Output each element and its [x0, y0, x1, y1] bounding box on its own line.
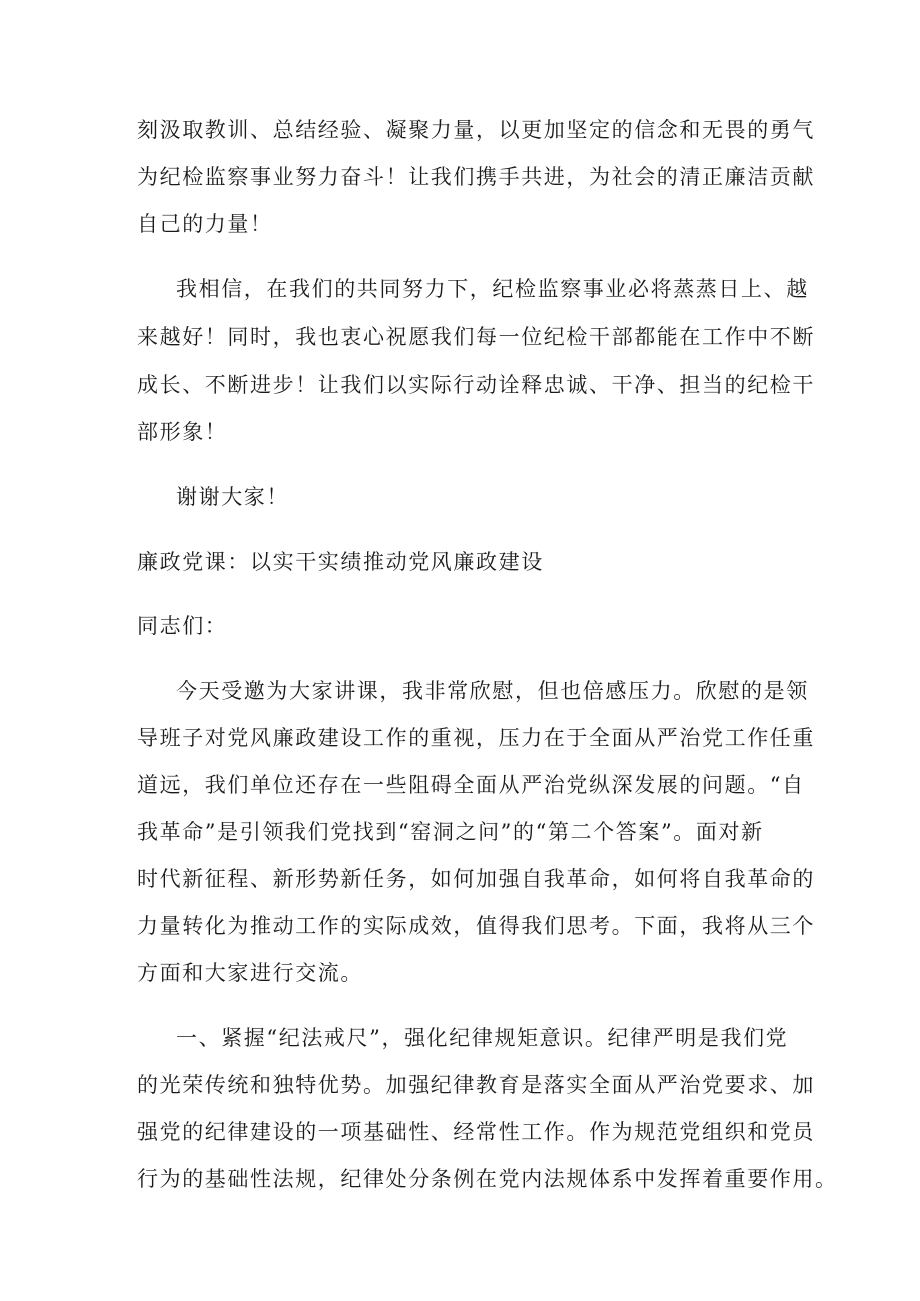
- text-line: 为纪检监察事业努力奋斗！让我们携手共进，为社会的清正廉洁贡献: [137, 165, 815, 189]
- text-line: 我革命”是引领我们党找到“窑洞之问”的“第二个答案”。面对新: [137, 820, 764, 844]
- text-line: 行为的基础性法规，纪律处分条例在党内法规体系中发挥着重要作用。: [137, 1167, 838, 1191]
- text-line: 时代新征程、新形势新任务，如何加强自我革命，如何将自我革命的: [137, 867, 815, 891]
- text-line: 道远，我们单位还存在一些阻碍全面从严治党纵深发展的问题。“自: [137, 773, 805, 797]
- text-line: 今天受邀为大家讲课，我非常欣慰，但也倍感压力。欣慰的是领: [176, 679, 809, 703]
- text-line: 成长、不断进步！让我们以实际行动诠释忠诚、干净、担当的纪检干: [137, 373, 815, 397]
- text-line: 方面和大家进行交流。: [137, 961, 363, 985]
- text-line: 的光荣传统和独特优势。加强纪律教育是落实全面从严治党要求、加: [137, 1073, 815, 1097]
- text-line: 我相信，在我们的共同努力下，纪检监察事业必将蒸蒸日上、越: [176, 277, 809, 301]
- text-line: 力量转化为推动工作的实际成效，值得我们思考。下面，我将从三个: [137, 914, 815, 938]
- text-line: 自己的力量！: [137, 212, 273, 236]
- text-line: 谢谢大家！: [176, 485, 289, 509]
- text-line: 刻汲取教训、总结经验、凝聚力量，以更加坚定的信念和无畏的勇气: [137, 118, 815, 142]
- text-line: 一、紧握“纪法戒尺”，强化纪律规矩意识。纪律严明是我们党: [176, 1026, 789, 1050]
- section-title: 廉政党课：以实干实绩推动党风廉政建设: [137, 550, 544, 574]
- text-line: 导班子对党风廉政建设工作的重视，压力在于全面从严治党工作任重: [137, 726, 815, 750]
- text-line: 部形象！: [137, 420, 228, 444]
- text-line: 强党的纪律建设的一项基础性、经常性工作。作为规范党组织和党员: [137, 1120, 815, 1144]
- text-line: 来越好！同时，我也衷心祝愿我们每一位纪检干部都能在工作中不断: [137, 325, 815, 349]
- salutation: 同志们：: [137, 614, 228, 638]
